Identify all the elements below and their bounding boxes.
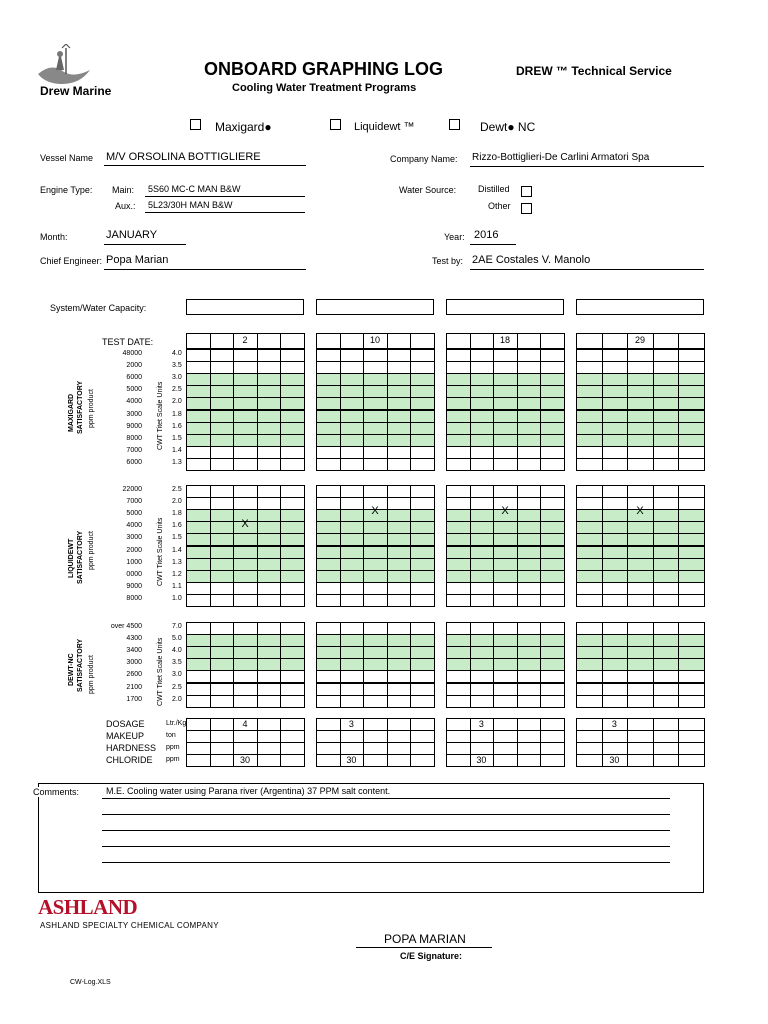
grid-cell[interactable] — [678, 458, 705, 471]
testdate-cell[interactable] — [210, 333, 235, 349]
cwt-scale-label: 4.0 — [172, 647, 182, 655]
comments-label: Comments: — [33, 787, 80, 797]
grid-cell[interactable] — [653, 594, 680, 607]
grid-cell[interactable] — [517, 594, 542, 607]
grid-cell[interactable] — [678, 695, 705, 708]
company-label: Company Name: — [390, 154, 458, 164]
bottom-cell[interactable] — [653, 754, 680, 767]
ppm-scale-label: 4000 — [126, 398, 142, 406]
grid-cell[interactable] — [316, 594, 341, 607]
cwt-scale-label: 4.0 — [172, 350, 182, 357]
chief-value[interactable]: Popa Marian — [106, 254, 169, 266]
grid-cell[interactable] — [387, 458, 412, 471]
ppm-scale-label: 2000 — [126, 546, 142, 554]
bottom-row-unit: ton — [166, 732, 176, 740]
testby-value[interactable]: 2AE Costales V. Manolo — [472, 254, 591, 266]
chief-label: Chief Engineer: — [40, 256, 103, 266]
testdate-cell[interactable] — [576, 333, 603, 349]
test-date-value[interactable]: 29 — [634, 335, 645, 345]
capacity-input-1[interactable] — [186, 299, 304, 315]
aux-value[interactable]: 5L23/30H MAN B&W — [148, 200, 233, 210]
cwt-scale-label: 3.5 — [172, 659, 182, 667]
chloride-value[interactable]: 30 — [609, 755, 620, 766]
chloride-value[interactable]: 30 — [346, 755, 357, 766]
bottom-cell[interactable] — [363, 754, 388, 767]
page-title: ONBOARD GRAPHING LOG — [204, 59, 444, 79]
other-checkbox[interactable] — [521, 203, 532, 214]
grid-cell[interactable] — [627, 458, 654, 471]
ppm-scale-label: 1000 — [126, 558, 142, 566]
grid-cell[interactable] — [363, 458, 388, 471]
grid-cell[interactable] — [233, 458, 258, 471]
testdate-cell[interactable] — [280, 333, 305, 349]
bottom-cell[interactable] — [387, 754, 412, 767]
comments-text[interactable]: M.E. Cooling water using Parana river (Argentina) 37 PPM salt content. — [106, 786, 391, 796]
grid-cell[interactable] — [517, 458, 542, 471]
bottom-cell[interactable] — [210, 754, 235, 767]
grid-cell[interactable] — [653, 458, 680, 471]
grid-cell[interactable] — [602, 458, 629, 471]
capacity-input-2[interactable] — [316, 299, 434, 315]
cwt-scale-label: 2.0 — [172, 398, 182, 406]
grid-cell[interactable] — [233, 594, 258, 607]
ppm-scale-label: 9000 — [126, 422, 142, 430]
aux-label: Aux.: — [115, 201, 136, 211]
testdate-label: TEST DATE: — [102, 337, 154, 347]
dewt-side-label-2: SATISFACTORY — [77, 638, 84, 692]
cwt-scale-label: 1.3 — [172, 458, 182, 466]
grid-cell[interactable] — [340, 695, 365, 708]
cwt-scale-label: 1.4 — [172, 446, 182, 454]
grid-cell[interactable] — [446, 594, 471, 607]
bottom-cell[interactable] — [493, 754, 518, 767]
grid-cell[interactable] — [257, 458, 282, 471]
maxigard-cwt-label: CWT Titet Scale Units — [157, 381, 164, 450]
grid-cell[interactable] — [257, 594, 282, 607]
cwt-scale-label: 1.0 — [172, 594, 182, 602]
grid-cell[interactable] — [316, 458, 341, 471]
ppm-scale-label: 3400 — [126, 647, 142, 655]
grid-cell[interactable] — [576, 458, 603, 471]
service-label: DREW ™ Technical Service — [516, 64, 672, 78]
grid-cell[interactable] — [446, 695, 471, 708]
liquidewt-ppm-label: ppm product — [88, 531, 95, 570]
ppm-scale-label: 1700 — [126, 695, 142, 703]
grid-cell[interactable] — [186, 458, 211, 471]
cwt-scale-label: 7.0 — [172, 623, 182, 630]
cwt-scale-label: 1.6 — [172, 422, 182, 430]
bottom-cell[interactable] — [446, 754, 471, 767]
liquidewt-label: Liquidewt ™ — [354, 121, 415, 133]
liquidewt-cwt-label: CWT Titet Scale Units — [157, 517, 164, 586]
ashland-subtitle: ASHLAND SPECIALTY CHEMICAL COMPANY — [40, 921, 219, 930]
bottom-cell[interactable] — [257, 754, 282, 767]
test-date-value[interactable]: 18 — [499, 335, 510, 345]
cwt-scale-label: 2.5 — [172, 486, 182, 493]
ppm-scale-label: 2100 — [126, 683, 142, 691]
ppm-scale-label: 0000 — [126, 570, 142, 578]
cwt-scale-label: 1.5 — [172, 434, 182, 442]
bottom-row-unit: Ltr./Kg — [166, 720, 187, 727]
dosage-value[interactable]: 3 — [478, 719, 484, 729]
cwt-scale-label: 1.5 — [172, 534, 182, 542]
ppm-scale-label: 3000 — [126, 410, 142, 418]
grid-cell[interactable] — [387, 695, 412, 708]
dewt-cwt-label: CWT Titet Scale Units — [157, 637, 164, 706]
bottom-cell[interactable] — [627, 754, 654, 767]
liquidewt-checkbox[interactable] — [330, 119, 341, 130]
cwt-scale-label: 5.0 — [172, 635, 182, 643]
page-subtitle: Cooling Water Treatment Programs — [232, 82, 417, 94]
bottom-cell[interactable] — [186, 754, 211, 767]
grid-cell[interactable] — [340, 458, 365, 471]
dewt-ppm-label: ppm product — [88, 655, 95, 694]
water-source-label: Water Source: — [399, 185, 457, 195]
capacity-input-3[interactable] — [446, 299, 564, 315]
grid-cell[interactable] — [678, 594, 705, 607]
bottom-cell[interactable] — [678, 754, 705, 767]
grid-cell[interactable] — [576, 695, 603, 708]
ppm-scale-label: 8000 — [126, 594, 142, 602]
ppm-scale-label: 5000 — [126, 510, 142, 518]
bottom-cell[interactable] — [280, 754, 305, 767]
testdate-cell[interactable] — [470, 333, 495, 349]
grid-cell[interactable] — [210, 458, 235, 471]
grid-cell[interactable] — [627, 594, 654, 607]
grid-cell[interactable] — [186, 695, 211, 708]
grid-cell[interactable] — [493, 458, 518, 471]
grid-cell[interactable] — [363, 695, 388, 708]
vessel-label: Vessel Name — [40, 153, 94, 163]
maxigard-checkbox[interactable] — [190, 119, 201, 130]
grid-cell[interactable] — [470, 594, 495, 607]
ppm-scale-label: 3000 — [126, 534, 142, 542]
testby-label: Test by: — [432, 256, 464, 266]
testdate-cell[interactable] — [257, 333, 282, 349]
grid-cell[interactable] — [517, 695, 542, 708]
dewt-checkbox[interactable] — [449, 119, 460, 130]
ppm-scale-label: 6000 — [126, 374, 142, 382]
grid-cell[interactable] — [233, 695, 258, 708]
maxigard-side-label-2: SATISFACTORY — [77, 380, 84, 434]
grid-cell[interactable] — [387, 594, 412, 607]
cwt-scale-label: 1.6 — [172, 522, 182, 530]
signature-value[interactable]: POPA MARIAN — [384, 932, 466, 946]
bottom-cell[interactable] — [410, 754, 435, 767]
grid-cell[interactable] — [602, 695, 629, 708]
year-value[interactable]: 2016 — [474, 229, 499, 241]
other-label: Other — [488, 201, 511, 211]
liquidewt-side-label: LIQUIDEWT — [68, 538, 75, 578]
maxigard-label: Maxigard● — [215, 120, 272, 134]
testdate-cell[interactable] — [387, 333, 412, 349]
cwt-scale-label: 3.5 — [172, 362, 182, 370]
file-name: CW-Log.XLS — [70, 979, 111, 986]
grid-cell[interactable] — [602, 594, 629, 607]
grid-cell[interactable] — [280, 458, 305, 471]
liquidewt-side-label-2: SATISFACTORY — [77, 530, 84, 584]
ppm-scale-label: 3000 — [126, 659, 142, 667]
grid-cell[interactable] — [210, 695, 235, 708]
cwt-scale-label: 1.8 — [172, 510, 182, 518]
ppm-scale-label: 7000 — [126, 498, 142, 506]
ppm-scale-label: 48000 — [122, 350, 142, 357]
bottom-cell[interactable] — [540, 754, 565, 767]
grid-cell[interactable] — [540, 695, 565, 708]
ppm-scale-label: 9000 — [126, 582, 142, 590]
grid-cell[interactable] — [280, 594, 305, 607]
cwt-scale-label: 1.3 — [172, 558, 182, 566]
grid-cell[interactable] — [363, 594, 388, 607]
ppm-scale-label: 4000 — [126, 522, 142, 530]
ppm-scale-label: over 4500 — [110, 623, 142, 630]
grid-cell[interactable] — [210, 594, 235, 607]
cwt-scale-label: 1.2 — [172, 570, 182, 578]
bottom-row-unit: ppm — [166, 744, 180, 752]
grid-cell[interactable] — [653, 695, 680, 708]
cwt-scale-label: 2.5 — [172, 386, 182, 394]
engine-label: Engine Type: — [40, 185, 93, 195]
dewt-side-label: DEWT-NC — [68, 653, 75, 686]
maxigard-ppm-label: ppm product — [88, 389, 95, 428]
reading-mark[interactable]: X — [241, 518, 249, 530]
dosage-value[interactable]: 4 — [242, 719, 248, 729]
reading-mark[interactable]: X — [636, 505, 644, 517]
grid-cell[interactable] — [257, 695, 282, 708]
distilled-checkbox[interactable] — [521, 186, 532, 197]
ppm-scale-label: 22000 — [122, 486, 142, 493]
testdate-cell[interactable] — [446, 333, 471, 349]
testdate-cell[interactable] — [517, 333, 542, 349]
company-value[interactable]: Rizzo-Bottiglieri-De Carlini Armatori Spa — [472, 152, 650, 163]
distilled-label: Distilled — [478, 184, 510, 194]
ppm-scale-label: 8000 — [126, 434, 142, 442]
ashland-logo: ASHLAND — [38, 895, 138, 919]
testdate-cell[interactable] — [340, 333, 365, 349]
cwt-scale-label: 1.4 — [172, 546, 182, 554]
bottom-cell[interactable] — [517, 754, 542, 767]
bottom-cell[interactable] — [576, 754, 603, 767]
reading-mark[interactable]: X — [501, 505, 509, 517]
chloride-value[interactable]: 30 — [239, 755, 250, 766]
ppm-scale-label: 2000 — [126, 362, 142, 370]
cwt-scale-label: 2.0 — [172, 498, 182, 506]
bottom-row-label: DOSAGE — [106, 719, 145, 729]
year-label: Year: — [444, 232, 465, 242]
signature-label: C/E Signature: — [400, 951, 463, 961]
testdate-cell[interactable] — [186, 333, 211, 349]
grid-cell[interactable] — [446, 458, 471, 471]
cwt-scale-label: 2.5 — [172, 683, 182, 691]
cwt-scale-label: 1.8 — [172, 410, 182, 418]
grid-cell[interactable] — [540, 594, 565, 607]
month-value[interactable]: JANUARY — [106, 229, 158, 241]
main-label: Main: — [112, 185, 135, 195]
capacity-label: System/Water Capacity: — [50, 303, 147, 313]
testdate-cell[interactable] — [540, 333, 565, 349]
bottom-row-label: HARDNESS — [106, 743, 157, 754]
grid-cell[interactable] — [410, 594, 435, 607]
cwt-scale-label: 1.1 — [172, 582, 182, 590]
dewt-label: Dewt● NC — [480, 120, 536, 134]
dosage-value[interactable]: 3 — [611, 719, 617, 729]
ppm-scale-label: 7000 — [126, 446, 142, 454]
grid-cell[interactable] — [410, 458, 435, 471]
bottom-cell[interactable] — [316, 754, 341, 767]
grid-cell[interactable] — [280, 695, 305, 708]
test-date-value[interactable]: 2 — [242, 335, 248, 345]
ppm-scale-label: 6000 — [126, 458, 142, 466]
capacity-input-4[interactable] — [576, 299, 704, 315]
testdate-cell[interactable] — [678, 333, 705, 349]
bottom-row-label: CHLORIDE — [106, 755, 153, 766]
bottom-row-label: MAKEUP — [106, 731, 145, 742]
ppm-scale-label: 5000 — [126, 386, 142, 394]
grid-cell[interactable] — [470, 695, 495, 708]
grid-cell[interactable] — [493, 594, 518, 607]
ppm-scale-label: 2600 — [126, 671, 142, 679]
test-date-value[interactable]: 10 — [369, 335, 380, 345]
grid-cell[interactable] — [576, 594, 603, 607]
testdate-cell[interactable] — [602, 333, 629, 349]
chloride-value[interactable]: 30 — [476, 755, 487, 766]
grid-cell[interactable] — [340, 594, 365, 607]
comments-box[interactable] — [38, 783, 704, 893]
bottom-row-unit: ppm — [166, 756, 180, 764]
cwt-scale-label: 3.0 — [172, 671, 182, 679]
dosage-value[interactable]: 3 — [348, 719, 354, 729]
testdate-cell[interactable] — [316, 333, 341, 349]
cwt-scale-label: 2.0 — [172, 695, 182, 703]
grid-cell[interactable] — [540, 458, 565, 471]
main-value[interactable]: 5S60 MC-C MAN B&W — [148, 184, 241, 194]
testdate-cell[interactable] — [653, 333, 680, 349]
month-label: Month: — [40, 232, 68, 242]
grid-cell[interactable] — [316, 695, 341, 708]
grid-cell[interactable] — [470, 458, 495, 471]
grid-cell[interactable] — [186, 594, 211, 607]
grid-cell[interactable] — [410, 695, 435, 708]
ppm-scale-label: 4300 — [126, 635, 142, 643]
maxigard-side-label: MAXIGARD — [68, 393, 75, 432]
reading-mark[interactable]: X — [371, 505, 379, 517]
grid-cell[interactable] — [627, 695, 654, 708]
testdate-cell[interactable] — [410, 333, 435, 349]
company-logo-text: Drew Marine — [40, 84, 112, 98]
cwt-scale-label: 3.0 — [172, 374, 182, 382]
grid-cell[interactable] — [493, 695, 518, 708]
vessel-value[interactable]: M/V ORSOLINA BOTTIGLIERE — [106, 151, 261, 163]
